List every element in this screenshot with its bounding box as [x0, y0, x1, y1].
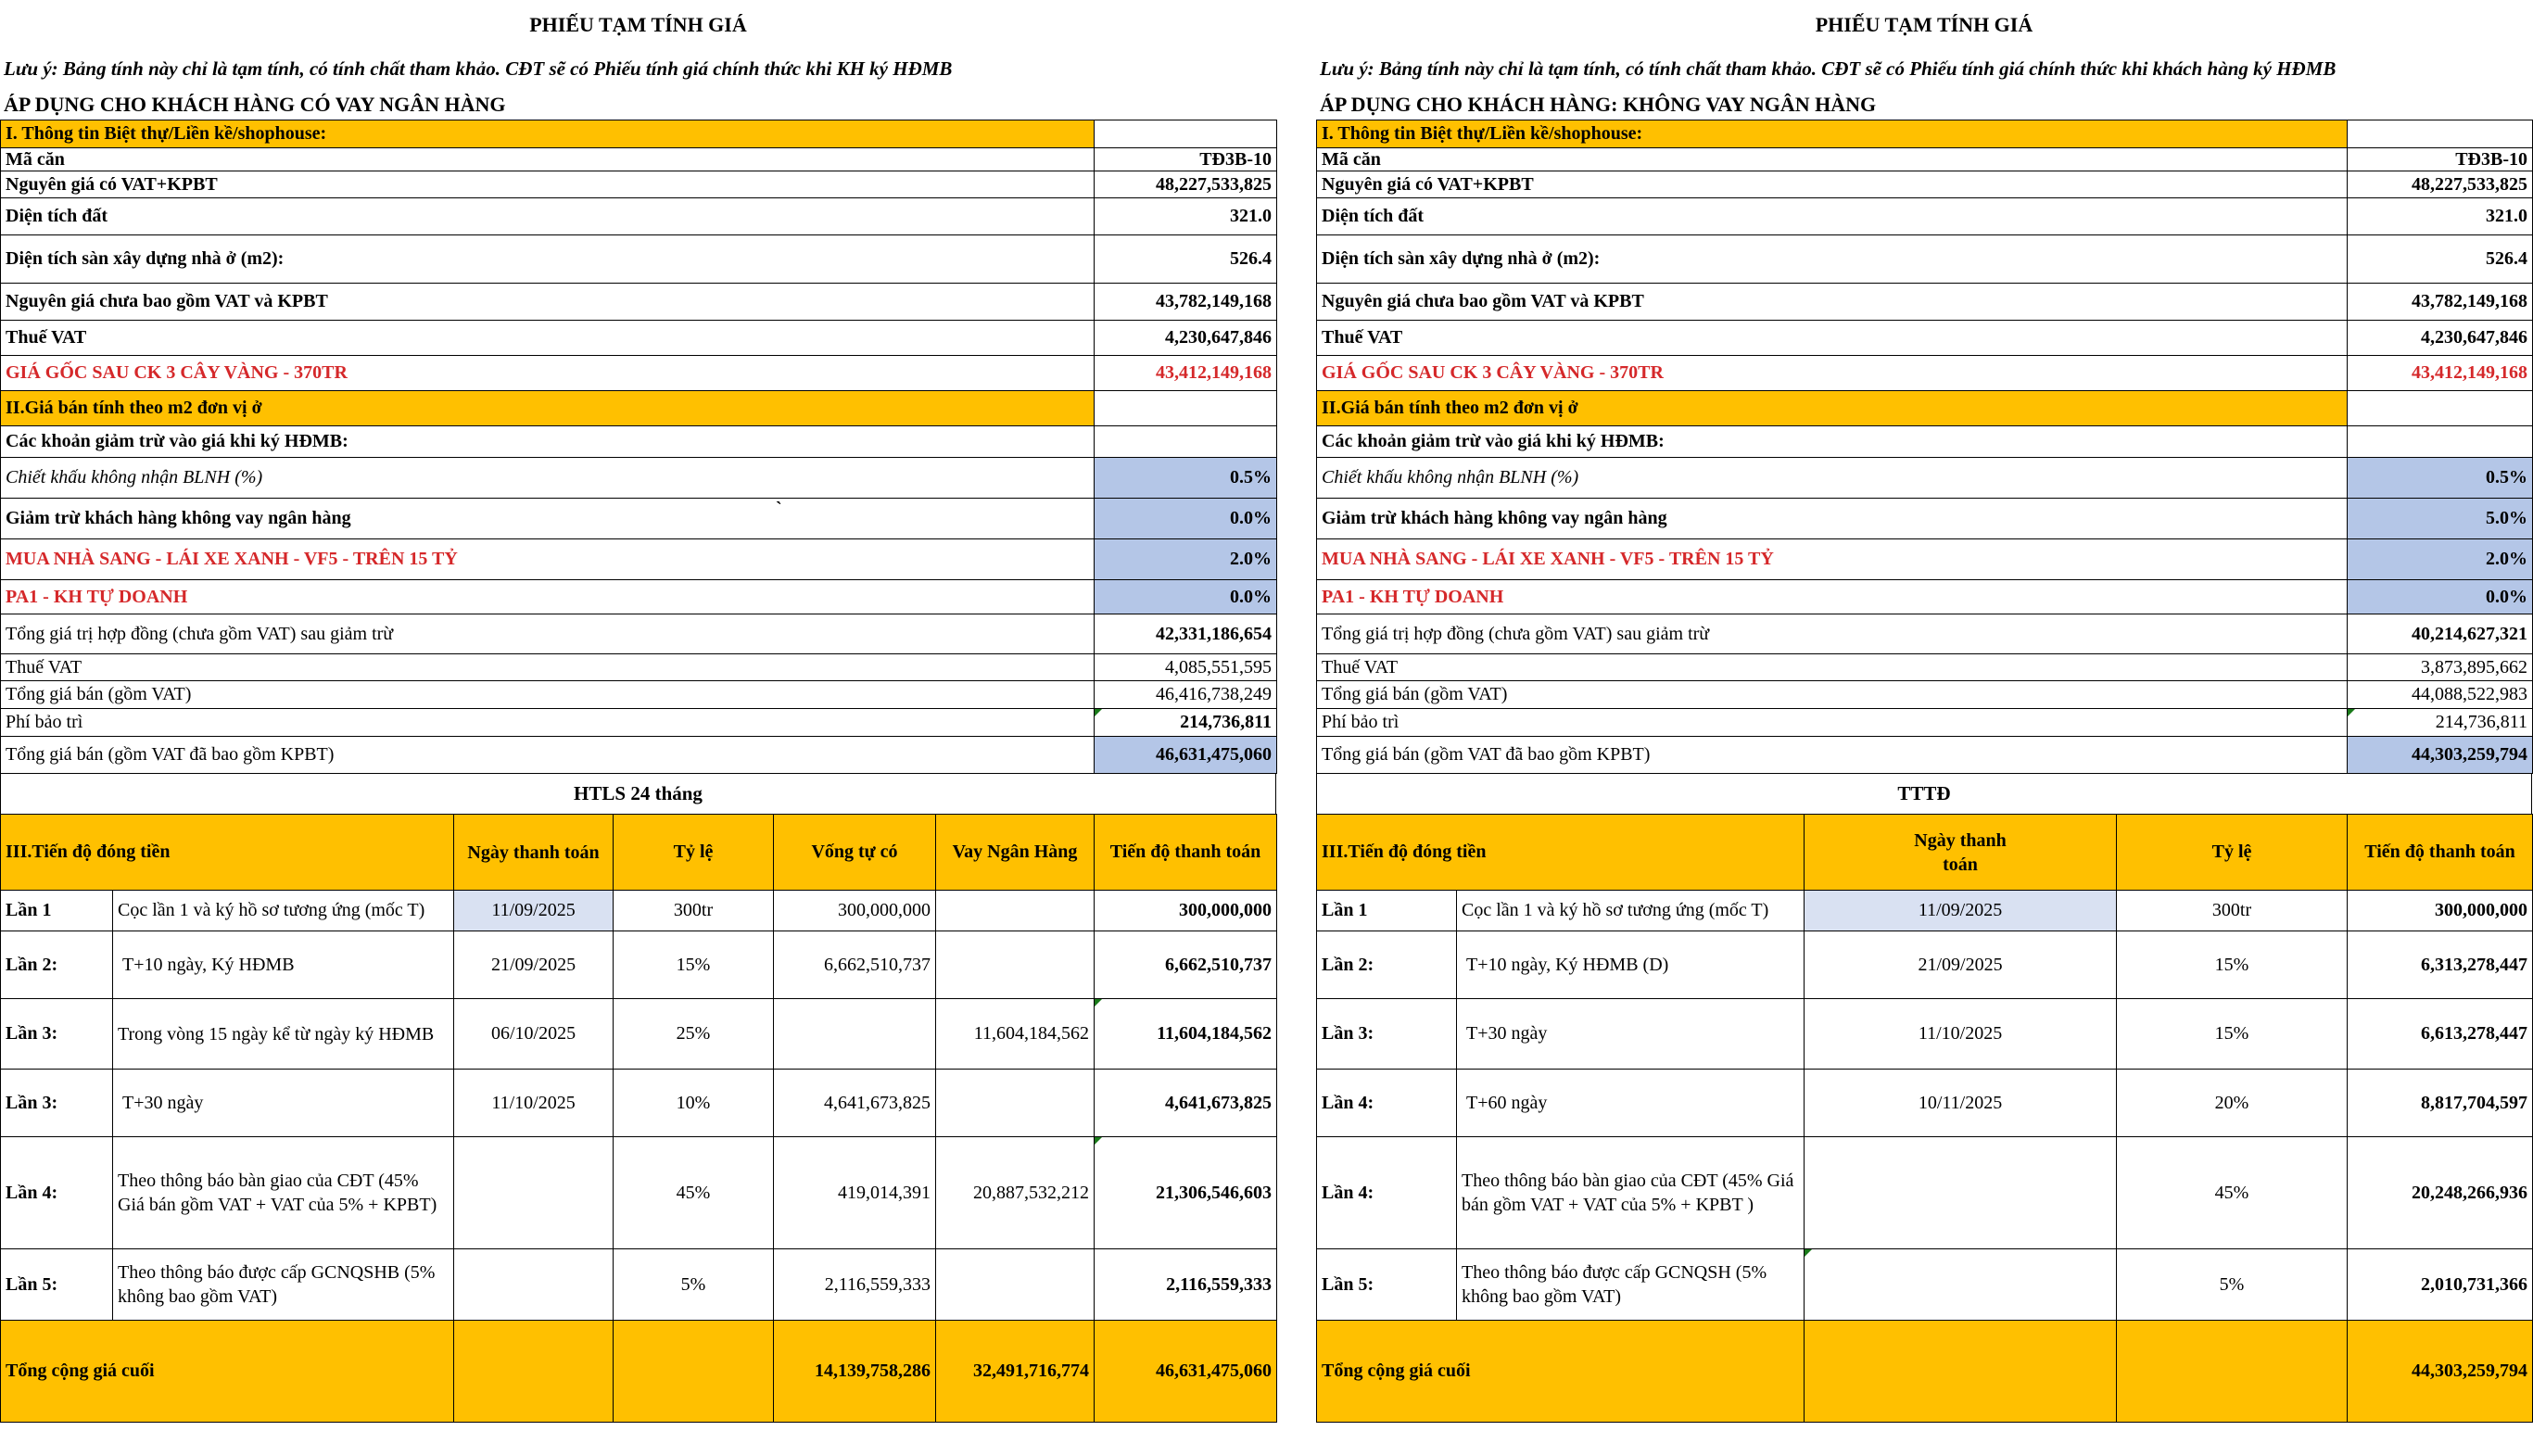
section-1-header: I. Thông tin Biệt thự/Liền kề/shophouse:: [1, 120, 1095, 148]
deduct-row: Chiết khấu không nhận BLNH (%) 0.5%: [1, 458, 1277, 499]
schedule-header-row: III.Tiến độ đóng tiền Ngày thanh toán Tỷ lệ Vống tự có Vay Ngân Hàng Tiến độ thanh toán: [1, 815, 1277, 891]
info-row: Diện tích sàn xây dựng nhà ở (m2): 526.4: [1317, 235, 2533, 284]
info-row: Nguyên giá có VAT+KPBT 48,227,533,825: [1317, 171, 2533, 198]
info-row: Nguyên giá chưa bao gồm VAT và KPBT 43,782,149,168: [1317, 284, 2533, 321]
schedule-row: Lần 2: T+10 ngày, Ký HĐMB (D) 21/09/2025 15% 6,313,278,447: [1317, 931, 2533, 999]
info-row: Diện tích sàn xây dựng nhà ở (m2): 526.4: [1, 235, 1277, 284]
summary-row: Phí bảo trì 214,736,811: [1317, 709, 2533, 737]
info-row: Nguyên giá có VAT+KPBT 48,227,533,825: [1, 171, 1277, 198]
info-row: Nguyên giá chưa bao gồm VAT và KPBT 43,782,149,168: [1, 284, 1277, 321]
deduct-row: Chiết khấu không nhận BLNH (%) 0.5%: [1317, 458, 2533, 499]
deduct-row: Giảm trừ khách hàng không vay ngân hàng ` 0.0%: [1, 499, 1277, 539]
summary-row: Thuế VAT 4,085,551,595: [1, 654, 1277, 681]
schedule-row: Lần 3: T+30 ngày 11/10/2025 10% 4,641,673,825 4,641,673,825: [1, 1070, 1277, 1137]
summary-row: Phí bảo trì 214,736,811: [1, 709, 1277, 737]
schedule-row: Lần 3: T+30 ngày 11/10/2025 15% 6,613,278,447: [1317, 999, 2533, 1070]
info-table: [0, 120, 1277, 774]
summary-row: Tổng giá bán (gồm VAT đã bao gồm KPBT) 46,631,475,060: [1, 737, 1277, 774]
info-row: GIÁ GỐC SAU CK 3 CÂY VÀNG - 370TR 43,412,149,168: [1, 356, 1277, 391]
deduct-title: Các khoản giảm trừ vào giá khi ký HĐMB:: [1317, 426, 2348, 458]
sheet-note: Lưu ý: Bảng tính này chỉ là tạm tính, có tính chất tham khảo. CĐT sẽ có Phiếu tính giá chính thức khi KH ký HĐMB: [4, 57, 953, 80]
schedule-title: TTTĐ: [1316, 774, 2532, 814]
schedule-row: Lần 5: Theo thông báo được cấp GCNQSH (5% không bao gồm VAT) 5% 2,010,731,366: [1317, 1249, 2533, 1321]
price-sheet-without-bank-loan: [1316, 0, 2532, 1423]
summary-row: Tổng giá trị hợp đồng (chưa gồm VAT) sau giảm trừ 40,214,627,321: [1317, 614, 2533, 654]
sheet-title: PHIẾU TẠM TÍNH GIÁ: [1815, 13, 2033, 36]
deduct-row: MUA NHÀ SANG - LÁI XE XANH - VF5 - TRÊN 15 TỶ 2.0%: [1, 539, 1277, 580]
info-row: GIÁ GỐC SAU CK 3 CÂY VÀNG - 370TR 43,412,149,168: [1317, 356, 2533, 391]
summary-row: Tổng giá trị hợp đồng (chưa gồm VAT) sau giảm trừ 42,331,186,654: [1, 614, 1277, 654]
info-table: [1316, 120, 2533, 774]
schedule-row: Lần 1 Cọc lần 1 và ký hồ sơ tương ứng (mốc T) 11/09/2025 300tr 300,000,000: [1317, 891, 2533, 931]
schedule-row: Lần 4: T+60 ngày 10/11/2025 20% 8,817,704,597: [1317, 1070, 2533, 1137]
sheet-note: Lưu ý: Bảng tính này chỉ là tạm tính, có tính chất tham khảo. CĐT sẽ có Phiếu tính giá chính thức khi khách hàng ký HĐMB: [1320, 57, 2337, 80]
info-row: Mã căn TĐ3B-10: [1, 148, 1277, 171]
section-1-header: I. Thông tin Biệt thự/Liền kề/shophouse:: [1317, 120, 2348, 148]
summary-row: Tổng giá bán (gồm VAT) 46,416,738,249: [1, 681, 1277, 709]
stray-mark: `: [776, 499, 782, 519]
info-row: Mã căn TĐ3B-10: [1317, 148, 2533, 171]
schedule-row: Lần 4: Theo thông báo bàn giao của CĐT (45% Giá bán gồm VAT + VAT của 5% + KPBT) 45% 419,014,391 20,887,532,212 21,306,546,603: [1, 1137, 1277, 1249]
sheet-title: PHIẾU TẠM TÍNH GIÁ: [529, 13, 747, 36]
price-sheet-with-bank-loan: [0, 0, 1276, 1423]
info-row: Diện tích đất 321.0: [1317, 198, 2533, 235]
deduct-row: MUA NHÀ SANG - LÁI XE XANH - VF5 - TRÊN 15 TỶ 2.0%: [1317, 539, 2533, 580]
deduct-row: PA1 - KH TỰ DOANH 0.0%: [1, 580, 1277, 614]
apply-label: ÁP DỤNG CHO KHÁCH HÀNG CÓ VAY NGÂN HÀNG: [4, 93, 506, 116]
section-2-header: II.Giá bán tính theo m2 đơn vị ở: [1317, 391, 2348, 426]
schedule-header-row: III.Tiến độ đóng tiền Ngày thanh toán Tỷ lệ Tiến độ thanh toán: [1317, 815, 2533, 891]
schedule-total-row: Tổng cộng giá cuối 14,139,758,286 32,491,716,774 46,631,475,060: [1, 1321, 1277, 1423]
summary-row: Tổng giá bán (gồm VAT) 44,088,522,983: [1317, 681, 2533, 709]
schedule-row: Lần 3: Trong vòng 15 ngày kể từ ngày ký HĐMB 06/10/2025 25% 11,604,184,562 11,604,184,562: [1, 999, 1277, 1070]
schedule-title: HTLS 24 tháng: [0, 774, 1276, 814]
schedule-row: Lần 4: Theo thông báo bàn giao của CĐT (45% Giá bán gồm VAT + VAT của 5% + KPBT ) 45% 20,248,266,936: [1317, 1137, 2533, 1249]
info-row: Thuế VAT 4,230,647,846: [1, 321, 1277, 356]
schedule-total-row: Tổng cộng giá cuối 44,303,259,794: [1317, 1321, 2533, 1423]
payment-schedule-table: [0, 814, 1277, 1423]
schedule-row: Lần 5: Theo thông báo được cấp GCNQSHB (5% không bao gồm VAT) 5% 2,116,559,333 2,116,559,333: [1, 1249, 1277, 1321]
info-row: Thuế VAT 4,230,647,846: [1317, 321, 2533, 356]
summary-row: Thuế VAT 3,873,895,662: [1317, 654, 2533, 681]
deduct-row: PA1 - KH TỰ DOANH 0.0%: [1317, 580, 2533, 614]
info-row: Diện tích đất 321.0: [1, 198, 1277, 235]
deduct-row: Giảm trừ khách hàng không vay ngân hàng 5.0%: [1317, 499, 2533, 539]
payment-schedule-table: [1316, 814, 2533, 1423]
section-2-header: II.Giá bán tính theo m2 đơn vị ở: [1, 391, 1095, 426]
summary-row: Tổng giá bán (gồm VAT đã bao gồm KPBT) 44,303,259,794: [1317, 737, 2533, 774]
schedule-row: Lần 1 Cọc lần 1 và ký hồ sơ tương ứng (mốc T) 11/09/2025 300tr 300,000,000 300,000,000: [1, 891, 1277, 931]
deduct-title: Các khoản giảm trừ vào giá khi ký HĐMB:: [1, 426, 1095, 458]
schedule-row: Lần 2: T+10 ngày, Ký HĐMB 21/09/2025 15% 6,662,510,737 6,662,510,737: [1, 931, 1277, 999]
apply-label: ÁP DỤNG CHO KHÁCH HÀNG: KHÔNG VAY NGÂN HÀNG: [1320, 93, 1877, 116]
